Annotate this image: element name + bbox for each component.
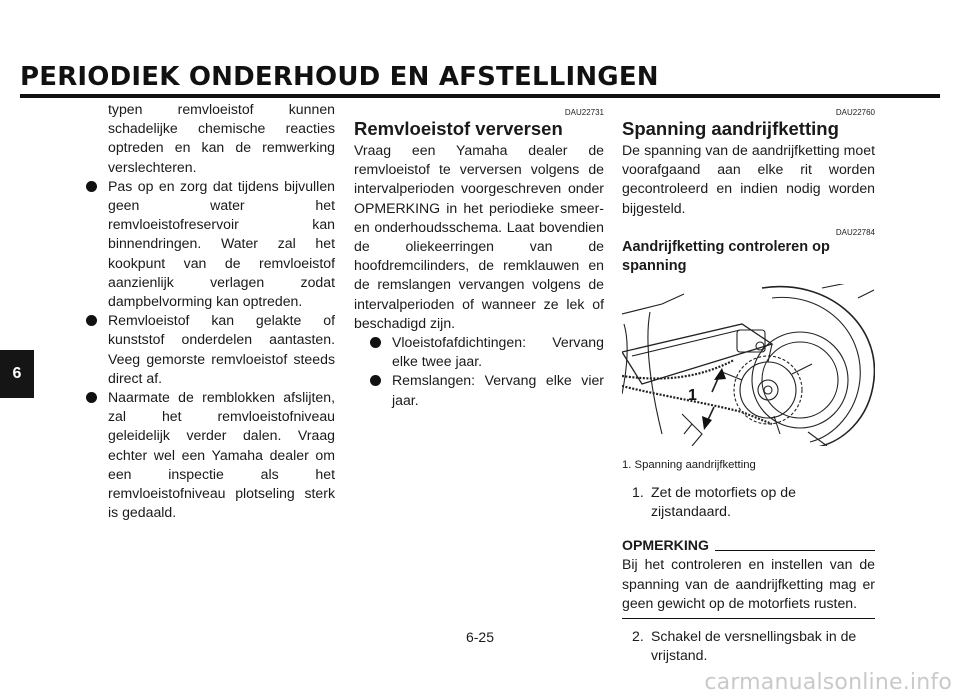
list-item bbox=[367, 371, 604, 409]
page-header-title: PERIODIEK ONDERHOUD EN AFSTELLINGEN bbox=[20, 62, 659, 92]
section-body: Vraag een Yamaha dealer de remvloeistof te verversen volgens de intervalperioden voorgeschreven onder OPMERKING in het periodieke smeer- en onderhoudsschema. Laat bovendien de oliekeerringen van de hoofdremcilinders, de remklauwen en de remslangen vervangen volgens de intervalperioden of wanneer ze lek of beschadigd zijn. bbox=[354, 142, 604, 331]
bullet-icon bbox=[86, 315, 97, 326]
note-rule bbox=[715, 550, 875, 551]
doc-code: DAU22784 bbox=[835, 227, 875, 237]
bullet-icon bbox=[370, 375, 381, 386]
note-body bbox=[622, 555, 875, 619]
page-number: 6-25 bbox=[465, 629, 495, 645]
note-text: Bij het controleren en instellen van de spanning van de aandrijfketting mag er geen gewicht op de motorfiets rusten. bbox=[622, 556, 875, 611]
bullet-text: Vloeistofafdichtingen: Vervang elke twee jaar. bbox=[392, 334, 604, 370]
watermark: carmanualsonline.info bbox=[704, 670, 952, 695]
list-item bbox=[367, 333, 604, 371]
step-text: Schakel de versnellingsbak in de vrijstand. bbox=[651, 628, 857, 664]
list-item bbox=[83, 177, 335, 311]
doc-code: DAU22760 bbox=[835, 108, 875, 117]
step-number: 1. bbox=[632, 483, 644, 500]
bullet-text: Pas op en zorg dat tijdens bijvullen geen water het remvloeistofreservoir kan binnendringen. Water zal het kookpunt van de remvloeistof aanzienlijk verlagen zodat dampbelvorming kan optreden. bbox=[108, 177, 335, 310]
bullet-icon bbox=[86, 392, 97, 403]
bullet-text: Naarmate de remblokken afslijten, zal het remvloeistofniveau geleidelijk verder dalen. Vraag echter wel een Yamaha dealer om een inspectie als het remvloeistofniveau plotseling sterk is gedaald. bbox=[108, 389, 335, 521]
section-tab: 6 bbox=[0, 350, 34, 398]
section-body: De spanning van de aandrijfketting moet voorafgaand aan elke rit worden gecontroleerd en indien nodig worden bijgesteld. bbox=[622, 142, 875, 216]
column-middle bbox=[354, 100, 604, 410]
header-rule bbox=[20, 94, 940, 98]
step-item bbox=[622, 483, 875, 521]
continued-text: typen remvloeistof kunnen schadelijke chemische reacties optreden en kan de remwerking verslechteren. bbox=[108, 101, 335, 175]
note-title: OPMERKING bbox=[622, 537, 709, 554]
interval-bullet-list bbox=[367, 333, 604, 410]
step-text: Zet de motorfiets op de zijstandaard. bbox=[651, 483, 796, 520]
bullet-text: Remvloeistof kan gelakte of kunststof onderdelen aantasten. Veeg gemorste remvloeistof steeds direct af. bbox=[108, 312, 335, 386]
bullet-text: Remslangen: Vervang elke vier jaar. bbox=[392, 372, 604, 408]
step-number: 2. bbox=[632, 628, 644, 645]
list-item bbox=[83, 388, 335, 522]
column-right bbox=[622, 100, 875, 665]
column-left bbox=[83, 100, 335, 522]
motorcycle-rear-wheel-drawing bbox=[622, 284, 875, 446]
subsection-heading: Aandrijfketting controleren op spanning bbox=[622, 238, 830, 274]
warning-bullet-list bbox=[83, 177, 335, 523]
chain-illustration bbox=[622, 284, 875, 446]
figure-caption: 1. Spanning aandrijfketting bbox=[622, 458, 756, 471]
list-item bbox=[83, 311, 335, 388]
figure-callout-number: 1 bbox=[688, 386, 697, 404]
doc-code: DAU22731 bbox=[564, 108, 604, 117]
bullet-icon bbox=[370, 337, 381, 348]
section-heading: Remvloeistof verversen bbox=[354, 118, 563, 139]
note-header bbox=[622, 536, 875, 555]
section-heading: Spanning aandrijfketting bbox=[622, 118, 839, 139]
bullet-icon bbox=[86, 181, 97, 192]
